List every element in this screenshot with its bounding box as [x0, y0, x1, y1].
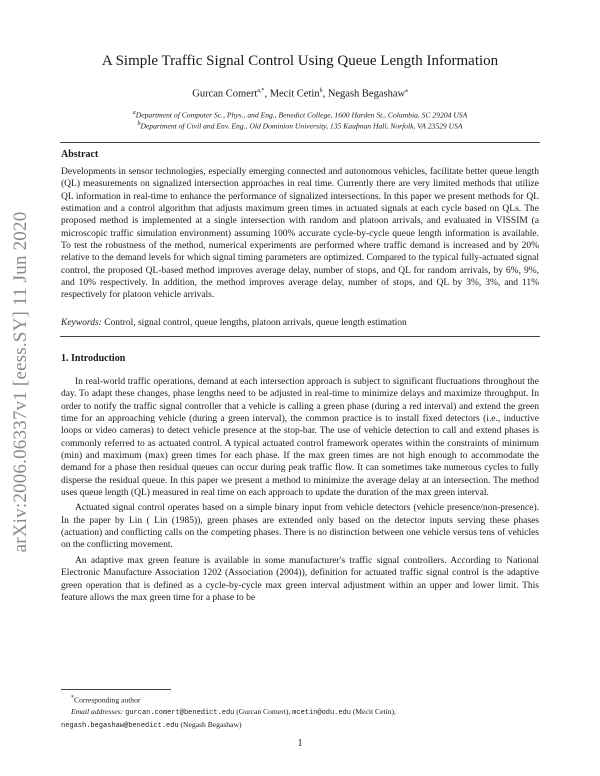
paragraph: An adaptive max green feature is available in some manufacturer's traffic signal controllers. According to National Electronic Manufacture Association 1202 (Association (2004)), definition for actuated traffic signal control is the adaptive green operation that is defined as a cycle-by-cycle max green interval adjustment within an upper and lower limit. This feature allows the max green time for a phase to be [61, 555, 539, 603]
page-number: 1 [297, 738, 303, 749]
affiliation-text: Department of Computer Sc., Phys., and Eng., Benedict College, 1600 Harden St., Columbia, SC 29204 USA [135, 110, 468, 120]
paragraph: Actuated signal control operates based on a simple binary input from vehicle detectors (vehicle presence/non-presence). In the paper by Lin ( Lin (1985)), green phases are extended only based on the detector inputs serving these phases (actuation) and conflicting calls on the competing phases. There is no distinction between one vehicle versus tens of vehicles on the conflicting movement. [61, 503, 539, 551]
email-addresses [61, 706, 539, 719]
section-heading-introduction: 1. Introduction [61, 353, 126, 364]
email-separator: , [288, 706, 293, 716]
author-name: Mecit Cetin [269, 88, 320, 100]
author-separator: , [322, 88, 328, 100]
email-label: Email addresses: [71, 706, 124, 716]
affiliation [60, 110, 540, 120]
corresponding-author-note [61, 693, 539, 706]
email-separator: , [394, 706, 396, 716]
keywords-label: Keywords: [61, 318, 102, 328]
footnote-rule [61, 689, 171, 690]
introduction-body [61, 376, 539, 607]
author-name: Gurcan Comert [192, 88, 258, 100]
email-link[interactable]: gurcan.comert@benedict.edu [125, 708, 235, 717]
keywords-text: Control, signal control, queue lengths, platoon arrivals, queue length estimation [104, 318, 407, 328]
arxiv-stamp-text: arXiv:2006.06337v1 [eess.SY] 11 Jun 2020 [10, 211, 31, 553]
affiliation-mark: a [132, 110, 136, 116]
email-link[interactable]: negash.begashaw@benedict.edu [61, 721, 179, 730]
abstract-top-rule [60, 142, 540, 143]
email-owner: (Gurcan Comert) [236, 706, 289, 716]
corresponding-text: Corresponding author [74, 695, 141, 705]
abstract-text: Developments in sensor technologies, especially emerging connected and autonomous vehicles, facilitate better queue length (QL) measurements on signalized intersection approaches in real time. Currently there are very limited methods that utilize QL information in real-time to enhance the performance of signalized intersections. In this paper we present methods for QL estimation and a control algorithm that adjusts maximum green times in actuated signals at each cycle based on QLs. The proposed method is implemented at a single intersection with random and platoon arrivals, and evaluated in VISSIM (a microscopic traffic simulation environment) assuming 100% accurate cycle-by-cycle queue length information is available. To test the robustness of the method, numerical experiments are performed where traffic demand is increased and by 20% relative to the demand levels for which signal timing parameters are optimized. Compared to the typical fully-actuated signal control, the proposed QL-based method improves average delay, number of stops, and QL for random arrivals, by 6%, 9%, and 10% respectively. In addition, the method improves average delay, number of stops, and QL by 3%, 3%, and 11% respectively for platoon vehicle arrivals. [61, 167, 539, 301]
corresponding-mark: * [71, 695, 74, 701]
author-affil-mark: a [405, 88, 408, 94]
paragraph: In real-world traffic operations, demand at each intersection approach is subject to significant fluctuations throughout the day. To adapt these changes, phase lengths need to be adjusted in real-time to minimize delays and maximize throughput. In order to notify the traffic signal controller that a vehicle is calling a green phase (during a red interval) and extend the green time for an approaching vehicle (during a green interval), the common practice is to install fixed detectors (i.e., inductive loops or video cameras) to detect vehicle presence at the stop-bar. The use of vehicle detection to call and extend phases is commonly referred to as actuated control. A typical actuated control framework operates within the constraints of minimum (min) and maximum (max) green times for each phase. If the max green times are not high enough to accommodate the demand for a phase then residual queues can occur during peak traffic flow. It can sometimes take numerous cycles to fully disperse the residual queue. In this paper we present a method to minimize the average delay at an intersection. The method uses queue length (QL) measured in real time on each approach to update the duration of the max green interval. [61, 377, 539, 499]
arxiv-stamp [10, 192, 32, 572]
author-affil-mark: b [319, 88, 323, 94]
affiliation-mark: b [137, 121, 141, 127]
author-list [60, 88, 540, 100]
author-separator: , [264, 88, 270, 100]
affiliation [60, 121, 540, 131]
keywords [61, 318, 539, 328]
email-owner: (Negash Begashaw) [180, 719, 242, 729]
abstract-heading: Abstract [61, 149, 99, 160]
email-address-line [61, 720, 241, 729]
affiliation-text: Department of Civil and Env. Eng., Old Dominion University, 135 Kaufman Hall, Norfolk, VA 23529 USA [140, 121, 463, 131]
author-name: Negash Begashaw [327, 88, 406, 100]
paper-title: A Simple Traffic Signal Control Using Queue Length Information [101, 53, 499, 69]
footnote [61, 693, 539, 732]
author-affil-mark: a,* [257, 88, 265, 94]
abstract-bottom-rule [60, 336, 540, 337]
email-link[interactable]: mcetin@odu.edu [292, 708, 351, 717]
email-owner: (Mecit Cetin) [352, 706, 395, 716]
